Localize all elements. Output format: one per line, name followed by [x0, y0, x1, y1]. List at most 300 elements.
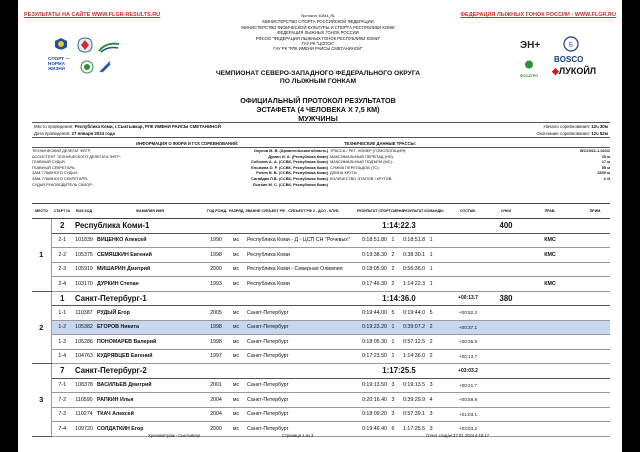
athlete-bib: 7-1	[51, 378, 73, 393]
footer-timing: Хронометраж - Сыктывкар	[148, 433, 200, 438]
athlete-rule	[519, 262, 581, 277]
date-value: 27 января 2024 года	[71, 130, 115, 136]
athlete-gap	[443, 233, 493, 248]
athlete-row[interactable]	[32, 335, 610, 350]
athlete-bib: 1-3	[51, 335, 73, 350]
category-title: МУЖЧИНЫ	[298, 114, 338, 123]
athlete-region: Республика Коми	[245, 277, 355, 292]
leg-position: 1	[391, 237, 395, 244]
athlete-points	[493, 277, 519, 292]
athlete-row[interactable]	[32, 393, 610, 408]
athlete-row[interactable]	[32, 277, 610, 292]
athlete-region: Санкт-Петербург	[245, 349, 355, 364]
athlete-note	[581, 335, 610, 350]
athlete-rule: КМС	[519, 233, 581, 248]
info-header	[32, 141, 610, 148]
athlete-leg-time	[355, 407, 401, 422]
athlete-code: 110274	[73, 407, 95, 422]
athlete-year: 1997	[205, 349, 227, 364]
organizer-line: ГАУ РК "РЛК ИМЕНИ РАИСЫ СМЕТАНИНОЙ"	[273, 46, 363, 52]
athlete-year: 2005	[205, 306, 227, 321]
leg-time: 0:19:13.50	[361, 382, 387, 389]
athlete-rank: мс	[227, 306, 245, 321]
cumulative-position: 2	[429, 338, 433, 345]
athlete-rule	[519, 378, 581, 393]
athlete-points	[493, 393, 519, 408]
leg-time: 0:19:38.30	[361, 251, 387, 258]
athlete-points	[493, 407, 519, 422]
athlete-rule	[519, 422, 581, 437]
athlete-code: 101839	[73, 233, 95, 248]
cumulative-position: 4	[429, 396, 433, 403]
athlete-year: 2004	[205, 407, 227, 422]
athlete-name: ВИЦЕНКО Алексей	[95, 233, 205, 248]
team-gap: +03:03.2	[443, 364, 493, 379]
athlete-rule: КМС	[519, 248, 581, 263]
track-value: 25 м	[601, 153, 610, 159]
athlete-bib: 7-4	[51, 422, 73, 437]
athlete-bib: 2-2	[51, 248, 73, 263]
jury-label: СУДЬЯ-РУКОВОДИТЕЛЬ СКИОР:	[32, 181, 93, 187]
athlete-region: Санкт-Петербург	[245, 320, 355, 335]
track-value: 55 м	[601, 164, 610, 170]
athlete-year: 2001	[205, 378, 227, 393]
flgr-logo	[98, 40, 120, 52]
athlete-gap: +01:03.1	[443, 407, 493, 422]
athlete-region: Санкт-Петербург	[245, 335, 355, 350]
athlete-points	[493, 335, 519, 350]
end-time: 12ч 52м	[591, 130, 608, 136]
jury-value: Рочев В. В. (ССВК, Республика Коми)	[256, 170, 328, 176]
athlete-rule	[519, 349, 581, 364]
athlete-year: 2000	[205, 422, 227, 437]
team-place: 3	[32, 364, 51, 437]
team-row	[32, 219, 610, 234]
team-row	[32, 364, 610, 379]
athlete-rank: мс	[227, 407, 245, 422]
column-header: ГОД РОЖД.	[205, 204, 227, 219]
athlete-region: Санкт-Петербург	[245, 422, 355, 437]
athlete-rank: мс	[227, 393, 245, 408]
leg-time: 0:17:46.30	[361, 280, 387, 287]
cumulative-time: 0:19:13.5	[403, 382, 426, 389]
athlete-row[interactable]	[32, 407, 610, 422]
athlete-bib: 1-4	[51, 349, 73, 364]
athlete-gap: +00:13.7	[443, 349, 493, 364]
column-header: РАЗРЯД, ЗВАНИЕ	[227, 204, 245, 219]
organizer-line: МИНИСТЕРСТВО ФИЗИЧЕСКОЙ КУЛЬТУРЫ И СПОРТА РЕСПУБЛИКИ КОМИ	[241, 24, 395, 30]
team-name: Санкт-Петербург-2	[73, 364, 355, 379]
athlete-name: РУДЫЙ Егор	[95, 306, 205, 321]
team-time: 1:14:22.3	[355, 219, 443, 234]
athlete-rank: мс	[227, 262, 245, 277]
venue-bar: Место проведения: Республика Коми, г.Сыктывкар, РЛК ИМЕНИ РАИСЫ СМЕТАНИНОЙ Дата проведения: 27 января 2024 года Начало соревнования: 12ч 30м Окончание соревнования: 12ч 52м	[32, 122, 610, 138]
athlete-cumulative	[401, 320, 443, 335]
athlete-rank: мс	[227, 277, 245, 292]
athlete-bib: 2-4	[51, 277, 73, 292]
team-gap: +00:13.7	[443, 291, 493, 306]
athlete-code: 105382	[73, 320, 95, 335]
athlete-cumulative	[401, 306, 443, 321]
athlete-row[interactable]	[32, 306, 610, 321]
athlete-leg-time	[355, 233, 401, 248]
track-label: СУММА ПЕРЕПАДОВ (TC):	[330, 164, 380, 170]
athlete-gap: +00:21.7	[443, 378, 493, 393]
athlete-bib: 7-3	[51, 407, 73, 422]
jury-label: ЗАМ. ГЛАВНОГО СЕКРЕТАРЯ:	[32, 176, 88, 181]
protocol-sheet	[18, 0, 622, 452]
team-time: 1:14:36.0	[355, 291, 443, 306]
column-header: РЕЗУЛЬТАТ КОМАНДЫ	[401, 204, 443, 219]
jury-value: Ельмина О. Р. (ССВК, Республика Коми)	[251, 164, 328, 170]
column-header: СТАРТ №	[51, 204, 73, 219]
event-title: ЧЕМПИОНАТ СЕВЕРО-ЗАПАДНОГО ФЕДЕРАЛЬНОГО ОКРУГА ПО ЛЫЖНЫМ ГОНКАМ	[215, 70, 421, 85]
cumulative-position: 3	[429, 425, 433, 432]
athlete-year: 1998	[205, 320, 227, 335]
athlete-code: 110387	[73, 306, 95, 321]
jury-label: АССИСТЕНТ ТЕХНИЧЕСКОГО ДЕЛЕГАТА ФЛГР:	[32, 153, 121, 159]
team-note	[581, 364, 610, 379]
cumulative-position: 3	[429, 382, 433, 389]
athlete-rule	[519, 407, 581, 422]
team-name: Республика Коми-1	[73, 219, 355, 234]
leg-position: 2	[391, 251, 395, 258]
athlete-note	[581, 306, 610, 321]
track-label: ТРАССА / РЕГ. НОМЕР (ГОМОЛОГАЦИЯ):	[330, 148, 407, 153]
organizer-line: ФЕДЕРАЦИЯ ЛЫЖНЫХ ГОНОК РОССИИ	[277, 30, 359, 36]
athlete-cumulative	[401, 233, 443, 248]
team-name: Санкт-Петербург-1	[73, 291, 355, 306]
organizer-line: МИНИСТЕРСТВО СПОРТА РОССИЙСКОЙ ФЕДЕРАЦИИ	[262, 19, 374, 25]
bosco-logo: BOSCO	[554, 55, 584, 64]
athlete-code: 103170	[73, 277, 95, 292]
leg-time: 0:18:51.80	[361, 237, 387, 244]
team-points: 380	[493, 291, 519, 306]
athlete-points	[493, 306, 519, 321]
cumulative-position: 3	[429, 411, 433, 418]
results-table	[32, 203, 610, 437]
athlete-gap	[443, 262, 493, 277]
leg-position: 3	[391, 382, 395, 389]
athlete-region: Санкт-Петербург	[245, 407, 355, 422]
sport-norma-logo: СПОРТ — НОРМА ЖИЗНИ	[48, 56, 70, 71]
team-note	[581, 219, 610, 234]
team-rule	[519, 291, 581, 306]
column-header: ОЧКИ	[493, 204, 519, 219]
leg-time: 0:19:46.40	[361, 425, 387, 432]
athlete-leg-time	[355, 262, 401, 277]
organizer-line: РФСОО "ФЕДЕРАЦИЯ ЛЫЖНЫХ ГОНОК РЕСПУБЛИКИ КОМИ"	[255, 35, 381, 41]
cumulative-time: 0:19:44.0	[403, 309, 426, 316]
venue-value: Республика Коми, г.Сыктывкар, РЛК ИМЕНИ РАИСЫ СМЕТАНИНОЙ	[74, 124, 221, 129]
team-place: 2	[32, 291, 51, 364]
athlete-rule	[519, 306, 581, 321]
leg-time: 0:18:05.30	[361, 338, 387, 345]
athlete-year: 1990	[205, 233, 227, 248]
jury-value: Думин И. А. (Республика Коми)	[268, 153, 328, 159]
athlete-points	[493, 349, 519, 364]
cumulative-position: 5	[429, 309, 433, 316]
leg-time: 0:20:16.40	[361, 396, 387, 403]
athlete-region: Республика Коми	[245, 248, 355, 263]
en-plus-logo: ЭН+	[520, 40, 541, 51]
athlete-note	[581, 422, 610, 437]
jury-label: ГЛАВНЫЙ СУДЬЯ:	[32, 159, 66, 165]
athlete-code: 105375	[73, 248, 95, 263]
race-title: ЭСТАФЕТА (4 ЧЕЛОВЕКА X 7,5 КМ)	[256, 105, 380, 114]
athlete-code: 109720	[73, 422, 95, 437]
athlete-note	[581, 262, 610, 277]
athlete-bib: 2-3	[51, 262, 73, 277]
athlete-gap	[443, 277, 493, 292]
leg-time: 0:18:05.90	[361, 266, 387, 273]
cumulative-position: 1	[429, 280, 433, 287]
column-header: ОТСТАВ.	[443, 204, 493, 219]
team-bib: 7	[51, 364, 73, 379]
footer-generated: Отчет создан 27.01.2024 в 18:17	[426, 433, 490, 438]
athlete-rule	[519, 393, 581, 408]
leg-position: 1	[391, 324, 395, 331]
cumulative-position: 2	[429, 324, 433, 331]
track-label: МАКСИМАЛЬНЫЙ ПЕРЕПАД (HD):	[330, 153, 394, 159]
team-note	[581, 291, 610, 306]
athlete-cumulative	[401, 277, 443, 292]
svg-text:Б: Б	[569, 42, 573, 49]
athlete-leg-time	[355, 393, 401, 408]
athlete-points	[493, 262, 519, 277]
athlete-region: Санкт-Петербург	[245, 306, 355, 321]
jury-label: ГЛАВНЫЙ СЕКРЕТАРЬ:	[32, 164, 76, 170]
athlete-rank: мс	[227, 349, 245, 364]
athlete-code: 104763	[73, 349, 95, 364]
athlete-cumulative	[401, 349, 443, 364]
athlete-note	[581, 248, 610, 263]
organizer-line: ГАУ РК "ЦСПСК"	[301, 41, 335, 47]
athlete-note	[581, 349, 610, 364]
athlete-bib: 2-1	[51, 233, 73, 248]
cumulative-position: 1	[429, 237, 433, 244]
cumulative-time: 0:39:29.9	[403, 396, 426, 403]
athlete-cumulative	[401, 262, 443, 277]
leg-position: 5	[391, 309, 395, 316]
leg-time: 0:18:09.20	[361, 411, 387, 418]
leg-time: 0:17:23.50	[361, 353, 387, 360]
cumulative-time: 0:56:36.0	[403, 266, 426, 273]
athlete-leg-time	[355, 320, 401, 335]
cumulative-position: 1	[429, 251, 433, 258]
cumulative-time: 0:57:12.5	[403, 338, 426, 345]
start-time: 12ч 30м	[591, 124, 608, 129]
athlete-region: Республика Коми - Д - ЦСП СН "Рочевых"	[245, 233, 355, 248]
athlete-gap: +00:52.2	[443, 306, 493, 321]
team-row	[32, 291, 610, 306]
athlete-rule	[519, 335, 581, 350]
cumulative-time: 0:39:07.2	[403, 324, 426, 331]
athlete-points	[493, 378, 519, 393]
athlete-row[interactable]	[32, 262, 610, 277]
athlete-rank: мс	[227, 422, 245, 437]
athlete-gap: +03:03.2	[443, 422, 493, 437]
athlete-rank: мс	[227, 378, 245, 393]
athlete-code: 105919	[73, 262, 95, 277]
athlete-row[interactable]	[32, 378, 610, 393]
athlete-code: 105286	[73, 335, 95, 350]
athlete-year: 1998	[205, 335, 227, 350]
track-heading: ТЕХНИЧЕСКИЕ ДАННЫЕ ТРАССЫ:	[344, 141, 417, 146]
team-time: 1:17:25.5	[355, 364, 443, 379]
minsport-logo	[52, 37, 70, 53]
athlete-name: ПОНОМАРЕВ Валерий	[95, 335, 205, 350]
athlete-gap: +00:59.8	[443, 393, 493, 408]
track-value: WC23/11-1.02/11	[579, 148, 610, 153]
athlete-year: 2000	[205, 262, 227, 277]
jury-value: Лыткин М. С. (ССВК, Республика Коми)	[252, 181, 328, 187]
column-header: РЕЗУЛЬТАТ СПОРТСМЕНА	[355, 204, 401, 219]
cumulative-time: 1:14:22.3	[403, 280, 426, 287]
team-bib: 1	[51, 291, 73, 306]
athlete-year: 1998	[205, 248, 227, 263]
leg-position: 1	[391, 338, 395, 345]
athlete-code: 110590	[73, 393, 95, 408]
athlete-bib: 1-2	[51, 320, 73, 335]
jury-value: Соболев А. А. (ССВК, Республика Коми)	[250, 159, 328, 165]
athlete-code: 108378	[73, 378, 95, 393]
athlete-year: 1993	[205, 277, 227, 292]
track-label: МАКСИМАЛЬНЫЙ ПОДЪЕМ (MC):	[330, 159, 393, 165]
cumulative-time: 0:18:51.8	[403, 237, 426, 244]
athlete-row[interactable]	[32, 233, 610, 248]
bosco-emblem-logo	[560, 36, 582, 52]
athlete-note	[581, 277, 610, 292]
leg-position: 2	[391, 266, 395, 273]
table-header	[32, 204, 610, 219]
athlete-name: ЕГОРОВ Никита	[95, 320, 205, 335]
athlete-note	[581, 233, 610, 248]
athlete-note	[581, 393, 610, 408]
athlete-gap: +00:36.5	[443, 335, 493, 350]
athlete-leg-time	[355, 422, 401, 437]
athlete-cumulative	[401, 335, 443, 350]
team-points	[493, 364, 519, 379]
athlete-row[interactable]	[32, 248, 610, 263]
athlete-row[interactable]	[32, 349, 610, 364]
athlete-rule: КМС	[519, 277, 581, 292]
cumulative-time: 1:14:36.0	[403, 353, 426, 360]
leg-position: 2	[391, 280, 395, 287]
athlete-note	[581, 378, 610, 393]
organizers-block	[168, 14, 468, 52]
athlete-cumulative	[401, 378, 443, 393]
athlete-region: Санкт-Петербург	[245, 378, 355, 393]
athlete-name: ВАСИЛЬЕВ Дмитрий	[95, 378, 205, 393]
track-value: 4 /3	[603, 176, 610, 181]
protocol-title-block	[168, 96, 468, 123]
leg-time: 0:19:23.20	[361, 324, 387, 331]
leg-position: 3	[391, 396, 395, 403]
athlete-cumulative	[401, 407, 443, 422]
protocol-title: ОФИЦИАЛЬНЫЙ ПРОТОКОЛ РЕЗУЛЬТАТОВ	[240, 96, 396, 105]
athlete-gap: +00:37.1	[443, 320, 493, 335]
results-site-link[interactable]: РЕЗУЛЬТАТЫ НА САЙТЕ WWW.FLGR-RESULTS.RU	[24, 12, 161, 18]
athlete-region: Санкт-Петербург	[245, 393, 355, 408]
jury-value: Сагайдак Л.В. (ССВК, Республика Коми)	[251, 176, 328, 181]
athlete-leg-time	[355, 378, 401, 393]
athlete-leg-time	[355, 248, 401, 263]
athlete-bib: 1-1	[51, 306, 73, 321]
leg-position: 6	[391, 425, 395, 432]
column-header: ПРАВ.	[519, 204, 581, 219]
leg-position: 1	[391, 353, 395, 360]
athlete-points	[493, 248, 519, 263]
athlete-year: 2004	[205, 393, 227, 408]
team-points: 400	[493, 219, 519, 234]
team-bib: 2	[51, 219, 73, 234]
athlete-row[interactable]	[32, 320, 610, 335]
emblem-logo	[80, 60, 94, 74]
athlete-rank: мс	[227, 233, 245, 248]
athlete-points	[493, 422, 519, 437]
athlete-rule	[519, 320, 581, 335]
komi-logo	[76, 36, 94, 54]
jury-label: ЗАМ. ГЛАВНОГО СУДЬИ:	[32, 170, 78, 176]
cumulative-time: 1:17:25.5	[403, 425, 426, 432]
cumulative-time: 0:38:30.1	[403, 251, 426, 258]
jury-label: ТЕХНИЧЕСКИЙ ДЕЛЕГАТ ФЛГР:	[32, 148, 92, 153]
jury-heading: ИНФОРМАЦИЯ О ЖЮРИ И ГСК СОРЕВНОВАНИЙ:	[136, 141, 239, 146]
athlete-name: ДУРКИН Степан	[95, 277, 205, 292]
athlete-cumulative	[401, 248, 443, 263]
cumulative-time: 0:57:39.1	[403, 411, 426, 418]
column-header: ПРИМ.	[581, 204, 610, 219]
team-gap	[443, 219, 493, 234]
cumulative-position: 2	[429, 353, 433, 360]
athlete-note	[581, 320, 610, 335]
athlete-leg-time	[355, 277, 401, 292]
flgr-site-link[interactable]: ФЕДЕРАЦИЯ ЛЫЖНЫХ ГОНОК РОССИИ - WWW.FLGR.RU	[460, 12, 616, 18]
athlete-bib: 7-2	[51, 393, 73, 408]
athlete-rank: мс	[227, 335, 245, 350]
leg-position: 3	[391, 411, 395, 418]
athlete-rank: мс	[227, 320, 245, 335]
athlete-name: ТКАЧ Алексей	[95, 407, 205, 422]
athlete-leg-time	[355, 349, 401, 364]
track-value: 2500 м	[597, 170, 610, 176]
jury-value: Окулов М. В. (Архангельская область)	[253, 148, 328, 153]
athlete-name: СОЛДАТКИН Егор	[95, 422, 205, 437]
fosagro-logo: ФОСАГРО	[518, 56, 540, 70]
column-header: ФАМИЛИЯ ИМЯ	[95, 204, 205, 219]
ski-logo	[98, 60, 112, 74]
column-header: МЕСТО	[32, 204, 51, 219]
track-label: КОЛИЧЕСТВО ЭТАПОВ / КРУГОВ:	[330, 176, 393, 181]
athlete-row[interactable]	[32, 422, 610, 437]
column-header: RUS КОД	[73, 204, 95, 219]
column-header: СУБЪЕКТ РФ - СУБЪЕКТ РФ 2 - ДСО - КЛУБ	[245, 204, 355, 219]
athlete-gap	[443, 248, 493, 263]
athlete-leg-time	[355, 306, 401, 321]
footer-page: Страница 1 из 3	[282, 433, 314, 438]
athlete-cumulative	[401, 393, 443, 408]
cumulative-position: 1	[429, 266, 433, 273]
athlete-name: РАПКИН Илья	[95, 393, 205, 408]
athlete-name: МИШАРИН Дмитрий	[95, 262, 205, 277]
athlete-leg-time	[355, 335, 401, 350]
track-value: 17 м	[601, 159, 610, 165]
team-place: 1	[32, 219, 51, 292]
team-rule	[519, 219, 581, 234]
team-rule	[519, 364, 581, 379]
leg-time: 0:19:44.00	[361, 309, 387, 316]
